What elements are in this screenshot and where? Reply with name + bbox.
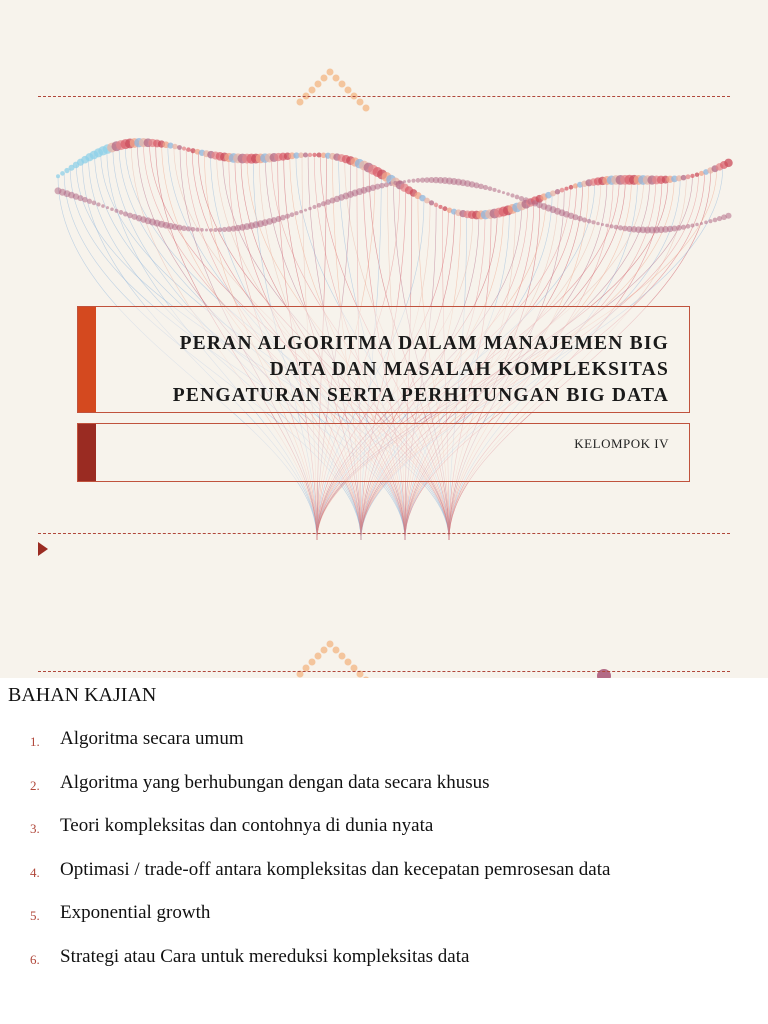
section-heading: BAHAN KAJIAN xyxy=(8,684,157,706)
list-item-number: 2. xyxy=(30,777,40,793)
slide-title xyxy=(109,331,669,409)
list-item-number: 5. xyxy=(30,908,40,924)
title-line-3: PENGATURAN SERTA PERHITUNGAN BIG DATA xyxy=(172,385,669,406)
list-item-text: Algoritma yang berhubungan dengan data secara khusus xyxy=(60,771,490,793)
list-item xyxy=(0,728,768,772)
list-item-text: Algoritma secara umum xyxy=(60,728,244,749)
title-box xyxy=(77,306,690,413)
list-item-text: Strategi atau Cara untuk mereduksi kompleksitas data xyxy=(60,945,470,967)
list-item xyxy=(0,946,768,990)
list-item xyxy=(0,902,768,946)
list-item-number: 4. xyxy=(30,864,40,880)
list-item-number: 3. xyxy=(30,821,40,837)
list-item-number: 6. xyxy=(30,951,40,967)
title-accent-bar xyxy=(78,307,96,412)
list-item xyxy=(0,859,768,903)
play-arrow-icon[interactable] xyxy=(38,542,48,556)
topic-list xyxy=(0,728,768,990)
list-item xyxy=(0,815,768,859)
list-item-text: Teori kompleksitas dan contohnya di dunia nyata xyxy=(60,815,434,837)
next-slide-dashed-divider xyxy=(38,671,730,672)
list-item xyxy=(0,772,768,816)
slide-subtitle: KELOMPOK IV xyxy=(574,436,669,451)
list-item-text: Optimasi / trade-off antara kompleksitas dan kecepatan pemrosesan data xyxy=(60,858,611,880)
list-item-number: 1. xyxy=(30,734,40,749)
top-dashed-divider xyxy=(38,96,730,97)
subtitle-box xyxy=(77,423,690,482)
subtitle-accent-bar xyxy=(78,424,96,481)
title-line-2: DATA DAN MASALAH KOMPLEKSITAS xyxy=(269,359,669,380)
bottom-dashed-divider xyxy=(38,533,730,534)
content-section xyxy=(0,678,768,1024)
list-item-text: Exponential growth xyxy=(60,902,211,924)
title-line-1: PERAN ALGORITMA DALAM MANAJEMEN BIG xyxy=(179,333,669,354)
